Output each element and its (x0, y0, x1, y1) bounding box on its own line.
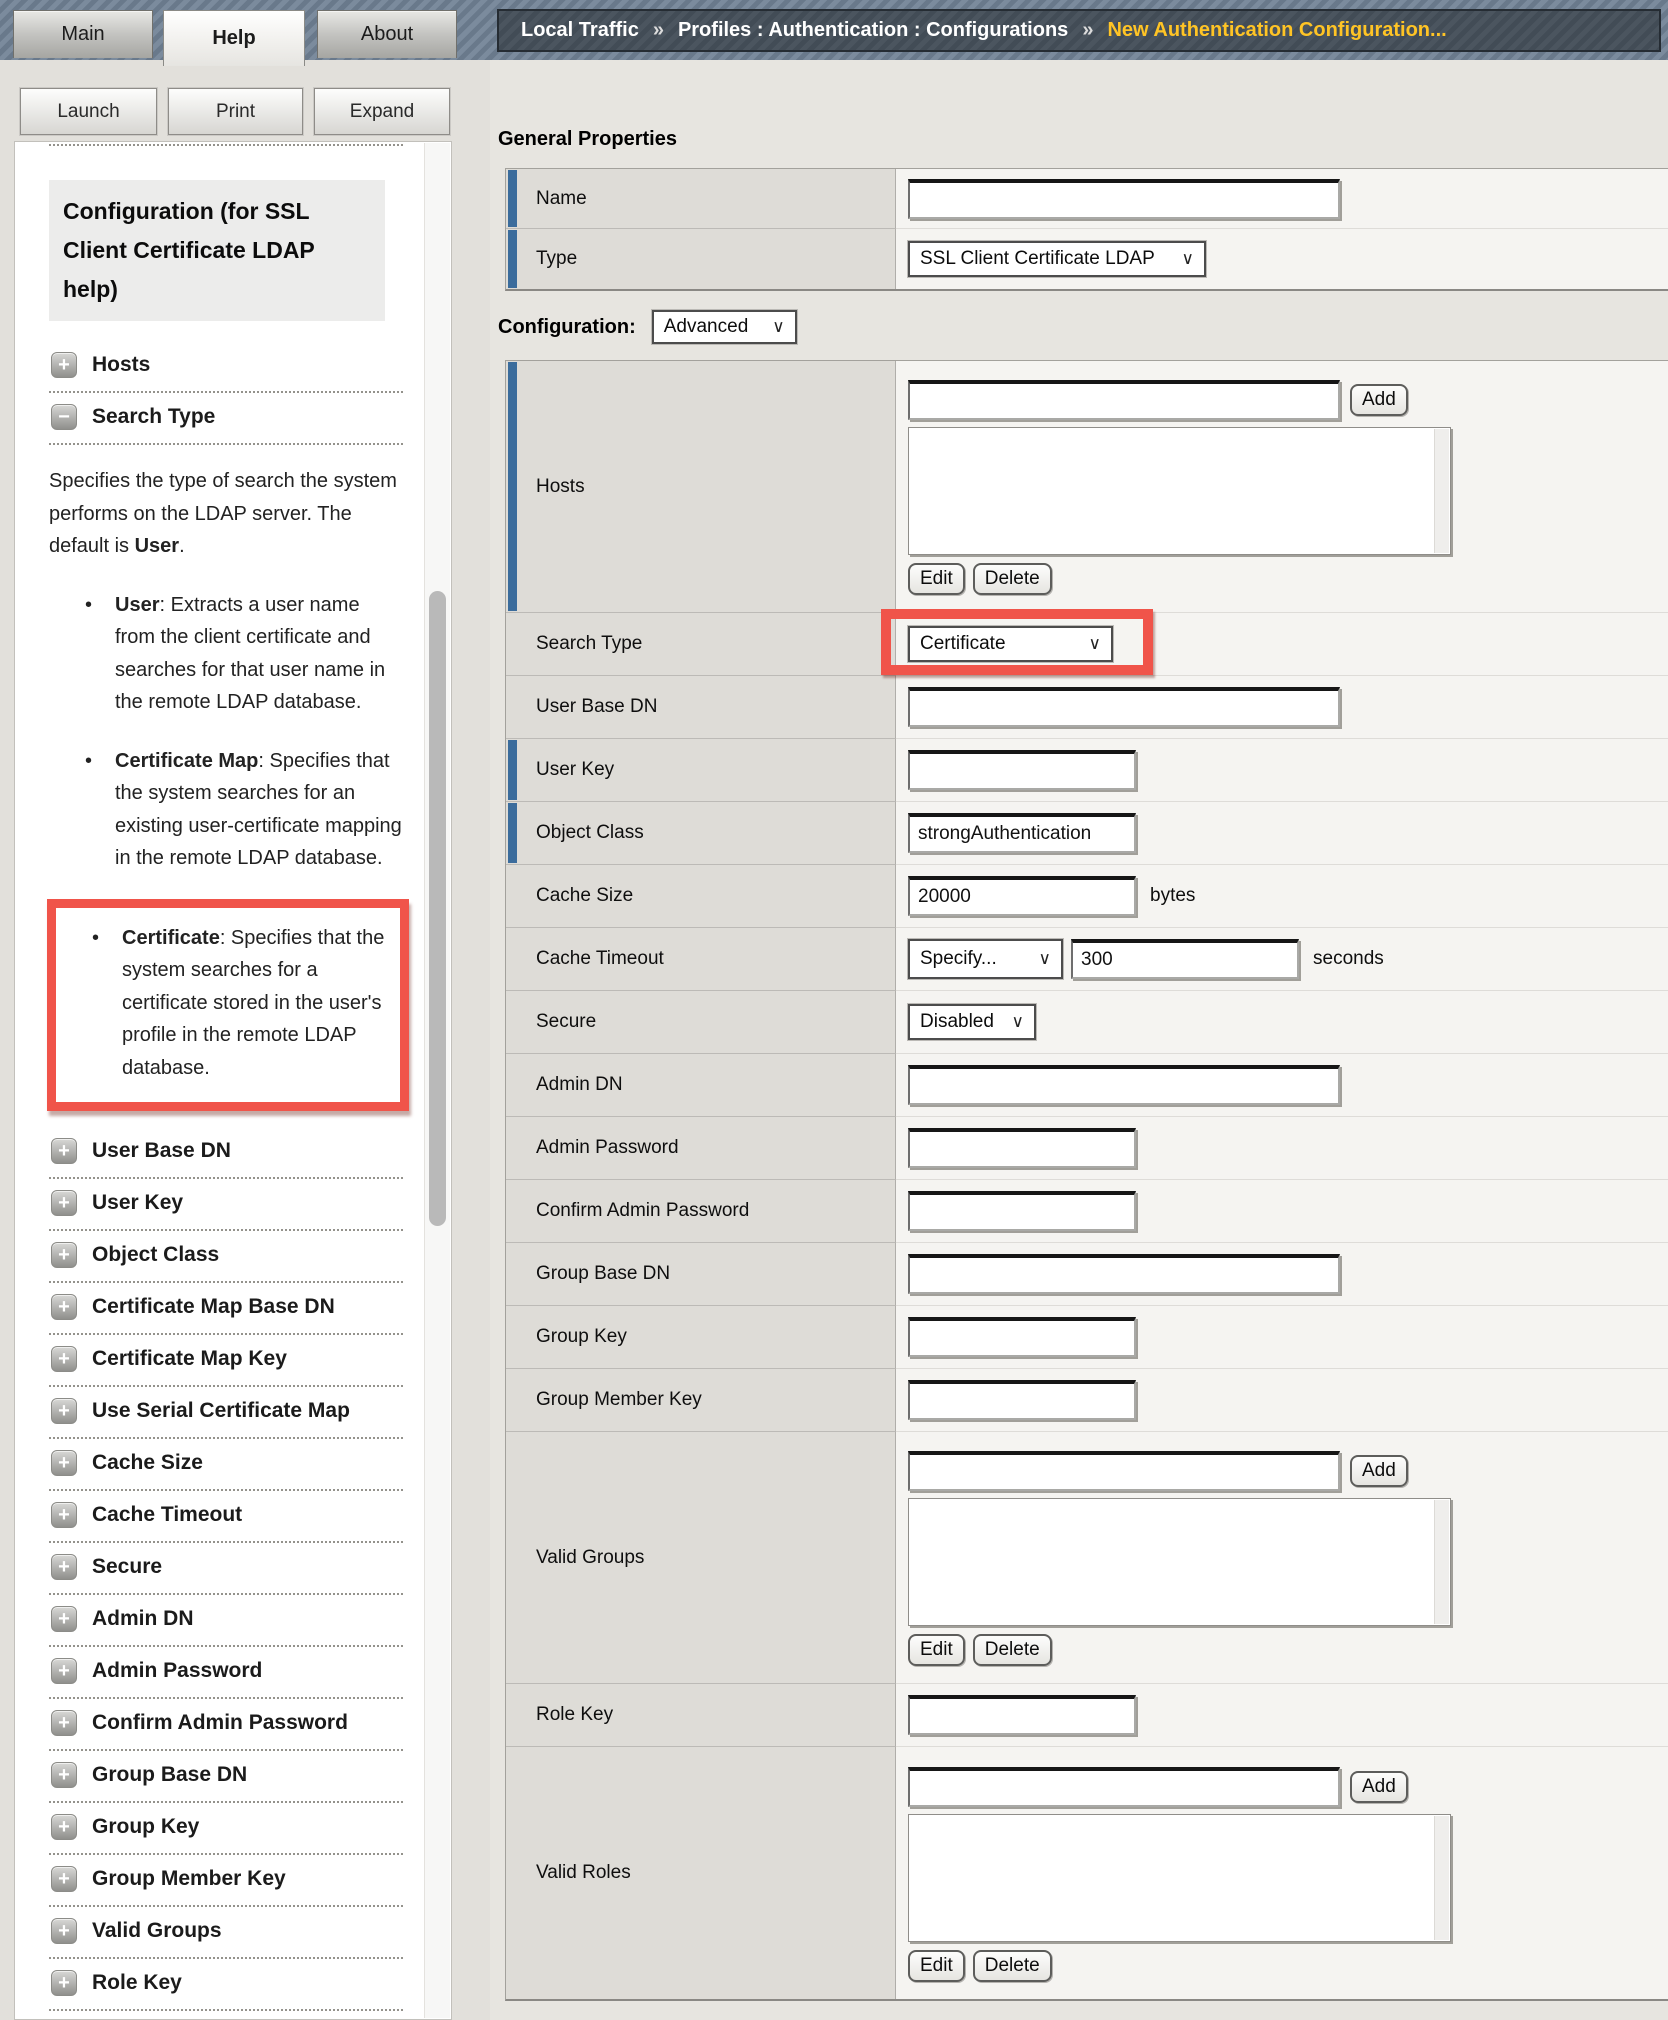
valid-groups-edit-row (908, 1634, 1052, 1666)
plus-icon[interactable]: + (51, 1450, 77, 1476)
bullet-text: Certificate Map: Specifies that the system searches for an existing user-certificate mapping in the remote LDAP database. (115, 749, 402, 869)
plus-icon[interactable]: + (51, 1814, 77, 1840)
plus-icon[interactable]: + (51, 1242, 77, 1268)
sidebar-item-label: Certificate Map Key (92, 1347, 287, 1370)
plus-icon[interactable]: + (51, 1970, 77, 1996)
breadcrumb-current: New Authentication Configuration... (1107, 19, 1447, 41)
group-base-dn-input[interactable] (908, 1254, 1340, 1294)
sidebar-item-label: Admin Password (92, 1659, 263, 1682)
sidebar-item-label: Group Base DN (92, 1763, 248, 1786)
admin-password-value-cell (896, 1117, 1668, 1180)
sidebar-item-label: Hosts (92, 353, 151, 376)
row-user-key (506, 739, 1668, 802)
bullet-item-certificate (56, 922, 392, 1085)
secure-select[interactable] (908, 1004, 1036, 1040)
sidebar-item-user-key[interactable] (49, 1179, 403, 1231)
bullet-icon: • (92, 926, 100, 949)
bullet-icon: • (85, 593, 93, 616)
plus-icon[interactable]: + (51, 1398, 77, 1424)
cache-timeout-select-value: Specify... (920, 948, 997, 969)
launch-button[interactable]: Launch (20, 88, 157, 135)
plus-icon[interactable]: + (51, 1554, 77, 1580)
sidebar-item-certificate-map-base-dn[interactable] (49, 1283, 403, 1335)
row-name (506, 169, 1668, 229)
general-properties-heading: General Properties (498, 128, 677, 150)
role-key-input[interactable] (908, 1695, 1136, 1735)
confirm-admin-password-input[interactable] (908, 1191, 1136, 1231)
sidebar-item-label: User Base DN (92, 1139, 231, 1162)
type-value-cell (896, 229, 1668, 289)
group-key-input[interactable] (908, 1317, 1136, 1357)
breadcrumb-separator: » (1082, 19, 1094, 41)
admin-dn-label: Admin DN (506, 1054, 896, 1117)
sidebar-item-label: Secure (92, 1555, 163, 1578)
role-key-value-cell (896, 1684, 1668, 1747)
tab-about[interactable]: About (317, 10, 457, 58)
sidebar-item-label: Search Type (92, 405, 216, 428)
breadcrumb-item[interactable]: Profiles : Authentication : Configurations (677, 19, 1069, 41)
admin-password-input[interactable] (908, 1128, 1136, 1168)
type-label: Type (506, 229, 896, 289)
search-type-label: Search Type (506, 613, 896, 676)
row-object-class (506, 802, 1668, 865)
hosts-add-row (908, 380, 1408, 420)
valid-roles-add-row (908, 1767, 1408, 1807)
sidebar-item-group-key[interactable] (49, 1803, 403, 1855)
group-member-key-label: Group Member Key (506, 1369, 896, 1432)
admin-password-label: Admin Password (506, 1117, 896, 1180)
bold-term: User (134, 535, 180, 557)
sidebar-item-label: Object Class (92, 1243, 220, 1266)
help-panel (14, 141, 452, 2020)
plus-icon[interactable]: + (51, 352, 77, 378)
row-group-member-key (506, 1369, 1668, 1432)
valid-groups-value-cell (896, 1432, 1668, 1684)
cache-size-value-cell (896, 865, 1668, 928)
cache-size-label: Cache Size (506, 865, 896, 928)
user-base-dn-input[interactable] (908, 687, 1340, 727)
name-label: Name (506, 169, 896, 229)
chevron-down-icon: ∨ (772, 317, 785, 336)
sidebar-item-use-serial-certificate-map[interactable] (49, 1387, 403, 1439)
user-base-dn-value-cell (896, 676, 1668, 739)
sidebar-item-label: Role Key (92, 1971, 182, 1994)
valid-groups-input[interactable] (908, 1451, 1340, 1491)
plus-icon[interactable]: + (51, 1606, 77, 1632)
hosts-add-button[interactable]: Add (1350, 384, 1408, 416)
sidebar-item-confirm-admin-password[interactable] (49, 1699, 403, 1751)
group-key-value-cell (896, 1306, 1668, 1369)
search-type-value-cell (896, 613, 1668, 676)
minus-icon[interactable]: − (51, 404, 77, 430)
top-strip (0, 0, 1668, 60)
sidebar-item-label: Group Member Key (92, 1867, 286, 1890)
sidebar-item-label: Cache Timeout (92, 1503, 243, 1526)
sidebar-item-label: Valid Groups (92, 1919, 222, 1942)
cache-timeout-input[interactable] (1071, 939, 1299, 979)
valid-roles-edit-button[interactable]: Edit (908, 1950, 965, 1982)
name-input[interactable] (908, 179, 1340, 219)
sidebar-item-label: Confirm Admin Password (92, 1711, 348, 1734)
row-group-base-dn (506, 1243, 1668, 1306)
row-group-key (506, 1306, 1668, 1369)
valid-groups-listbox[interactable] (908, 1498, 1451, 1626)
group-member-key-input[interactable] (908, 1380, 1136, 1420)
confirm-admin-password-label: Confirm Admin Password (506, 1180, 896, 1243)
main-content (490, 60, 1668, 2020)
general-properties-table (505, 168, 1668, 291)
bullet-term: Certificate (122, 926, 220, 949)
configuration-heading: Configuration: (498, 315, 636, 338)
group-base-dn-value-cell (896, 1243, 1668, 1306)
user-key-value-cell (896, 739, 1668, 802)
secure-value-cell (896, 991, 1668, 1054)
plus-icon[interactable]: + (51, 1502, 77, 1528)
tab-main[interactable]: Main (13, 10, 153, 58)
help-content (49, 144, 403, 2011)
scrollbar-thumb[interactable] (429, 591, 446, 1226)
hosts-value-cell (896, 361, 1668, 613)
sidebar-item-admin-password[interactable] (49, 1647, 403, 1699)
sidebar-item-label: Certificate Map Base DN (92, 1295, 335, 1318)
sidebar-item-group-member-key[interactable] (49, 1855, 403, 1907)
row-admin-dn (506, 1054, 1668, 1117)
configuration-table (505, 360, 1668, 2001)
cache-timeout-unit-label: seconds (1313, 948, 1384, 969)
type-select[interactable] (908, 241, 1206, 277)
row-admin-password (506, 1117, 1668, 1180)
cache-timeout-label: Cache Timeout (506, 928, 896, 991)
valid-groups-label: Valid Groups (506, 1432, 896, 1684)
user-key-input[interactable] (908, 750, 1136, 790)
search-type-description: Specifies the type of search the system performs on the LDAP server. The default is User. (49, 470, 397, 557)
confirm-admin-password-value-cell (896, 1180, 1668, 1243)
admin-dn-value-cell (896, 1054, 1668, 1117)
plus-icon[interactable]: + (51, 1866, 77, 1892)
help-topic-list (49, 341, 403, 2011)
bullet-item-certificate-map (49, 745, 403, 875)
chevron-down-icon: ∨ (1088, 634, 1101, 653)
bullet-text: Certificate: Specifies that the system searches for a certificate stored in the user's profile in the remote LDAP database. (122, 926, 385, 1079)
type-select-value: SSL Client Certificate LDAP (920, 248, 1155, 269)
sidebar-item-hosts[interactable] (49, 341, 403, 393)
plus-icon[interactable]: + (51, 1762, 77, 1788)
scrollbar[interactable] (424, 143, 450, 2018)
breadcrumb-separator: » (652, 19, 664, 41)
sidebar-item-label: Group Key (92, 1815, 200, 1838)
sidebar-item-label: User Key (92, 1191, 184, 1214)
valid-groups-delete-button[interactable]: Delete (973, 1634, 1052, 1666)
cache-size-input[interactable] (908, 876, 1136, 916)
row-type (506, 229, 1668, 289)
hosts-edit-row (908, 563, 1052, 595)
hosts-input[interactable] (908, 380, 1340, 420)
cache-timeout-select[interactable] (908, 939, 1063, 979)
sidebar-item-role-key[interactable] (49, 1959, 403, 2011)
row-cache-timeout (506, 928, 1668, 991)
sidebar-item-label: Admin DN (92, 1607, 194, 1630)
plus-icon[interactable]: + (51, 1658, 77, 1684)
search-type-select[interactable] (908, 626, 1113, 662)
sidebar-item-object-class[interactable] (49, 1231, 403, 1283)
group-member-key-value-cell (896, 1369, 1668, 1432)
plus-icon[interactable]: + (51, 1918, 77, 1944)
row-secure (506, 991, 1668, 1054)
name-value-cell (896, 169, 1668, 229)
object-class-label: Object Class (506, 802, 896, 865)
secure-select-value: Disabled (920, 1011, 994, 1032)
search-type-select-wrap (908, 626, 1113, 662)
user-base-dn-label: User Base DN (506, 676, 896, 739)
user-key-label: User Key (506, 739, 896, 802)
configuration-mode-value: Advanced (663, 316, 749, 337)
help-title: Configuration (for SSL Client Certificate LDAP help) (49, 180, 385, 321)
row-valid-groups (506, 1432, 1668, 1684)
chevron-down-icon: ∨ (1011, 1012, 1024, 1031)
row-role-key (506, 1684, 1668, 1747)
row-search-type (506, 613, 1668, 676)
valid-roles-delete-button[interactable]: Delete (973, 1950, 1052, 1982)
tab-help[interactable]: Help (163, 10, 305, 66)
sidebar-item-certificate-map-key[interactable] (49, 1335, 403, 1387)
valid-roles-add-button[interactable]: Add (1350, 1771, 1408, 1803)
sidebar-item-user-base-dn[interactable] (49, 1127, 403, 1179)
row-confirm-admin-password (506, 1180, 1668, 1243)
valid-roles-edit-row (908, 1950, 1052, 1982)
sidebar-item-admin-dn[interactable] (49, 1595, 403, 1647)
valid-roles-value-cell (896, 1747, 1668, 1999)
valid-roles-label: Valid Roles (506, 1747, 896, 1999)
bullet-item-user (49, 589, 403, 719)
plus-icon[interactable]: + (51, 1710, 77, 1736)
valid-groups-add-button[interactable]: Add (1350, 1455, 1408, 1487)
sidebar-item-label: Use Serial Certificate Map (92, 1399, 350, 1422)
row-user-base-dn (506, 676, 1668, 739)
valid-groups-add-row (908, 1451, 1408, 1491)
hosts-label: Hosts (506, 361, 896, 613)
plus-icon[interactable]: + (51, 1346, 77, 1372)
plus-icon[interactable]: + (51, 1190, 77, 1216)
valid-groups-edit-button[interactable]: Edit (908, 1634, 965, 1666)
search-type-select-value: Certificate (920, 633, 1006, 654)
valid-roles-input[interactable] (908, 1767, 1340, 1807)
bullet-icon: • (85, 749, 93, 772)
row-valid-roles (506, 1747, 1668, 1999)
row-hosts (506, 361, 1668, 613)
object-class-input[interactable] (908, 813, 1136, 853)
sidebar-item-group-base-dn[interactable] (49, 1751, 403, 1803)
sidebar-item-label: Cache Size (92, 1451, 203, 1474)
breadcrumb (497, 9, 1661, 52)
highlight-box-certificate (47, 899, 409, 1112)
sidebar-item-cache-timeout[interactable] (49, 1491, 403, 1543)
row-cache-size (506, 865, 1668, 928)
sidebar-item-search-type[interactable] (49, 393, 403, 445)
print-button[interactable]: Print (168, 88, 303, 135)
role-key-label: Role Key (506, 1684, 896, 1747)
cache-timeout-value-cell (896, 928, 1668, 991)
bullet-term: User (115, 593, 160, 616)
plus-icon[interactable]: + (51, 1294, 77, 1320)
group-key-label: Group Key (506, 1306, 896, 1369)
breadcrumb-item[interactable]: Local Traffic (521, 19, 639, 41)
sidebar-item-secure[interactable] (49, 1543, 403, 1595)
plus-icon[interactable]: + (51, 1138, 77, 1164)
hosts-listbox[interactable] (908, 427, 1451, 555)
group-base-dn-label: Group Base DN (506, 1243, 896, 1306)
chevron-down-icon: ∨ (1181, 249, 1194, 268)
configuration-mode-select[interactable] (652, 310, 797, 344)
expand-button[interactable]: Expand (314, 88, 450, 135)
configuration-heading-row (498, 310, 797, 344)
admin-dn-input[interactable] (908, 1065, 1340, 1105)
sidebar-item-cache-size[interactable] (49, 1439, 403, 1491)
bullet-text: User: Extracts a user name from the client certificate and searches for that user name in the remote LDAP database. (115, 593, 386, 713)
object-class-value-cell (896, 802, 1668, 865)
secure-label: Secure (506, 991, 896, 1054)
cache-size-unit-label: bytes (1150, 885, 1196, 906)
sidebar (0, 60, 490, 2020)
chevron-down-icon: ∨ (1038, 949, 1051, 968)
hosts-delete-button[interactable]: Delete (973, 563, 1052, 595)
bullet-term: Certificate Map (115, 749, 259, 772)
hosts-edit-button[interactable]: Edit (908, 563, 965, 595)
valid-roles-listbox[interactable] (908, 1814, 1451, 1942)
sidebar-item-valid-groups[interactable] (49, 1907, 403, 1959)
